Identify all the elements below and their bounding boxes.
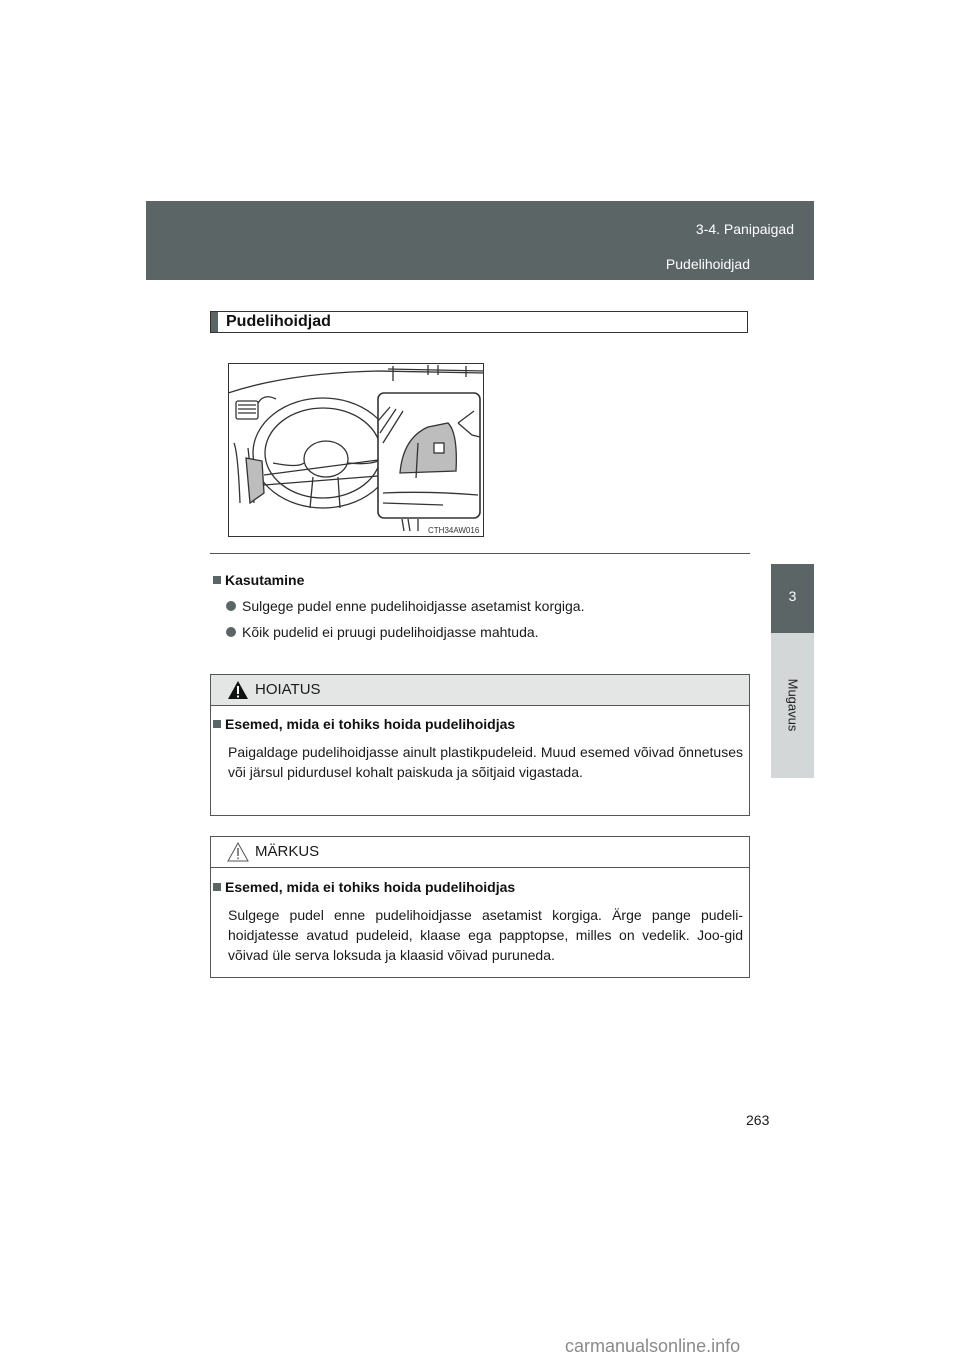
usage-bullet-2: [226, 624, 539, 640]
usage-heading: [213, 572, 304, 588]
square-bullet-icon: [213, 883, 221, 891]
bullet-dot-icon: [226, 627, 236, 637]
warning-label: HOIATUS: [255, 681, 321, 698]
warning-box: [210, 674, 750, 816]
warning-triangle-icon: [227, 680, 249, 700]
warning-subheading: [213, 716, 515, 732]
warning-header: [211, 675, 749, 706]
chapter-tab: [771, 633, 814, 778]
notice-subheading-text: Esemed, mida ei tohiks hoida pudelihoidjas: [225, 879, 516, 895]
illustration-drawing: [228, 363, 484, 537]
bullet-dot-icon: [226, 601, 236, 611]
notice-body: Sulgege pudel enne pudelihoidjasse asetamist korgiga. Ärge pange pudeli-hoidjatesse avatud pudeleid, klaase ega papptopse, milles on vedelik. Joo-gid võivad üle serva loksuda ja klaasid võivad puruneda.: [228, 907, 743, 963]
square-bullet-icon: [213, 576, 221, 584]
page-number: 263: [746, 1112, 770, 1128]
warning-body: Paigaldage pudelihoidjasse ainult plastikpudeleid. Muud esemed võivad õnnetuses või järsul pidurdusel kohalt paiskuda ja sõitjaid vigastada.: [228, 744, 743, 780]
usage-bullet-2-text: Kõik pudelid ei pruugi pudelihoidjasse mahtuda.: [242, 624, 539, 640]
illustration-code: CTH34AW016: [428, 526, 480, 535]
page-header: [146, 201, 814, 280]
square-bullet-icon: [213, 720, 221, 728]
header-topic: Pudelihoidjad: [665, 256, 750, 272]
section-title-bar: [211, 312, 218, 332]
notice-box: [210, 836, 750, 978]
notice-header: [211, 837, 749, 868]
usage-heading-text: Kasutamine: [225, 572, 305, 588]
watermark: carmanualsonline.info: [565, 1336, 741, 1356]
notice-triangle-icon: [227, 842, 249, 862]
section-divider: [210, 553, 750, 554]
notice-label: MÄRKUS: [255, 843, 320, 860]
notice-subheading: [213, 879, 515, 895]
usage-bullet-1: [226, 598, 584, 614]
bottle-holder-illustration: [228, 363, 484, 537]
header-section: 3-4. Panipaigad: [695, 221, 794, 237]
chapter-tab-label: Mugavus: [785, 678, 800, 732]
section-title-text: Pudelihoidjad: [226, 313, 331, 330]
warning-subheading-text: Esemed, mida ei tohiks hoida pudelihoidjas: [225, 716, 516, 732]
usage-bullet-1-text: Sulgege pudel enne pudelihoidjasse asetamist korgiga.: [242, 598, 585, 614]
chapter-tab-number: 3: [771, 564, 814, 633]
section-title: [210, 311, 748, 333]
